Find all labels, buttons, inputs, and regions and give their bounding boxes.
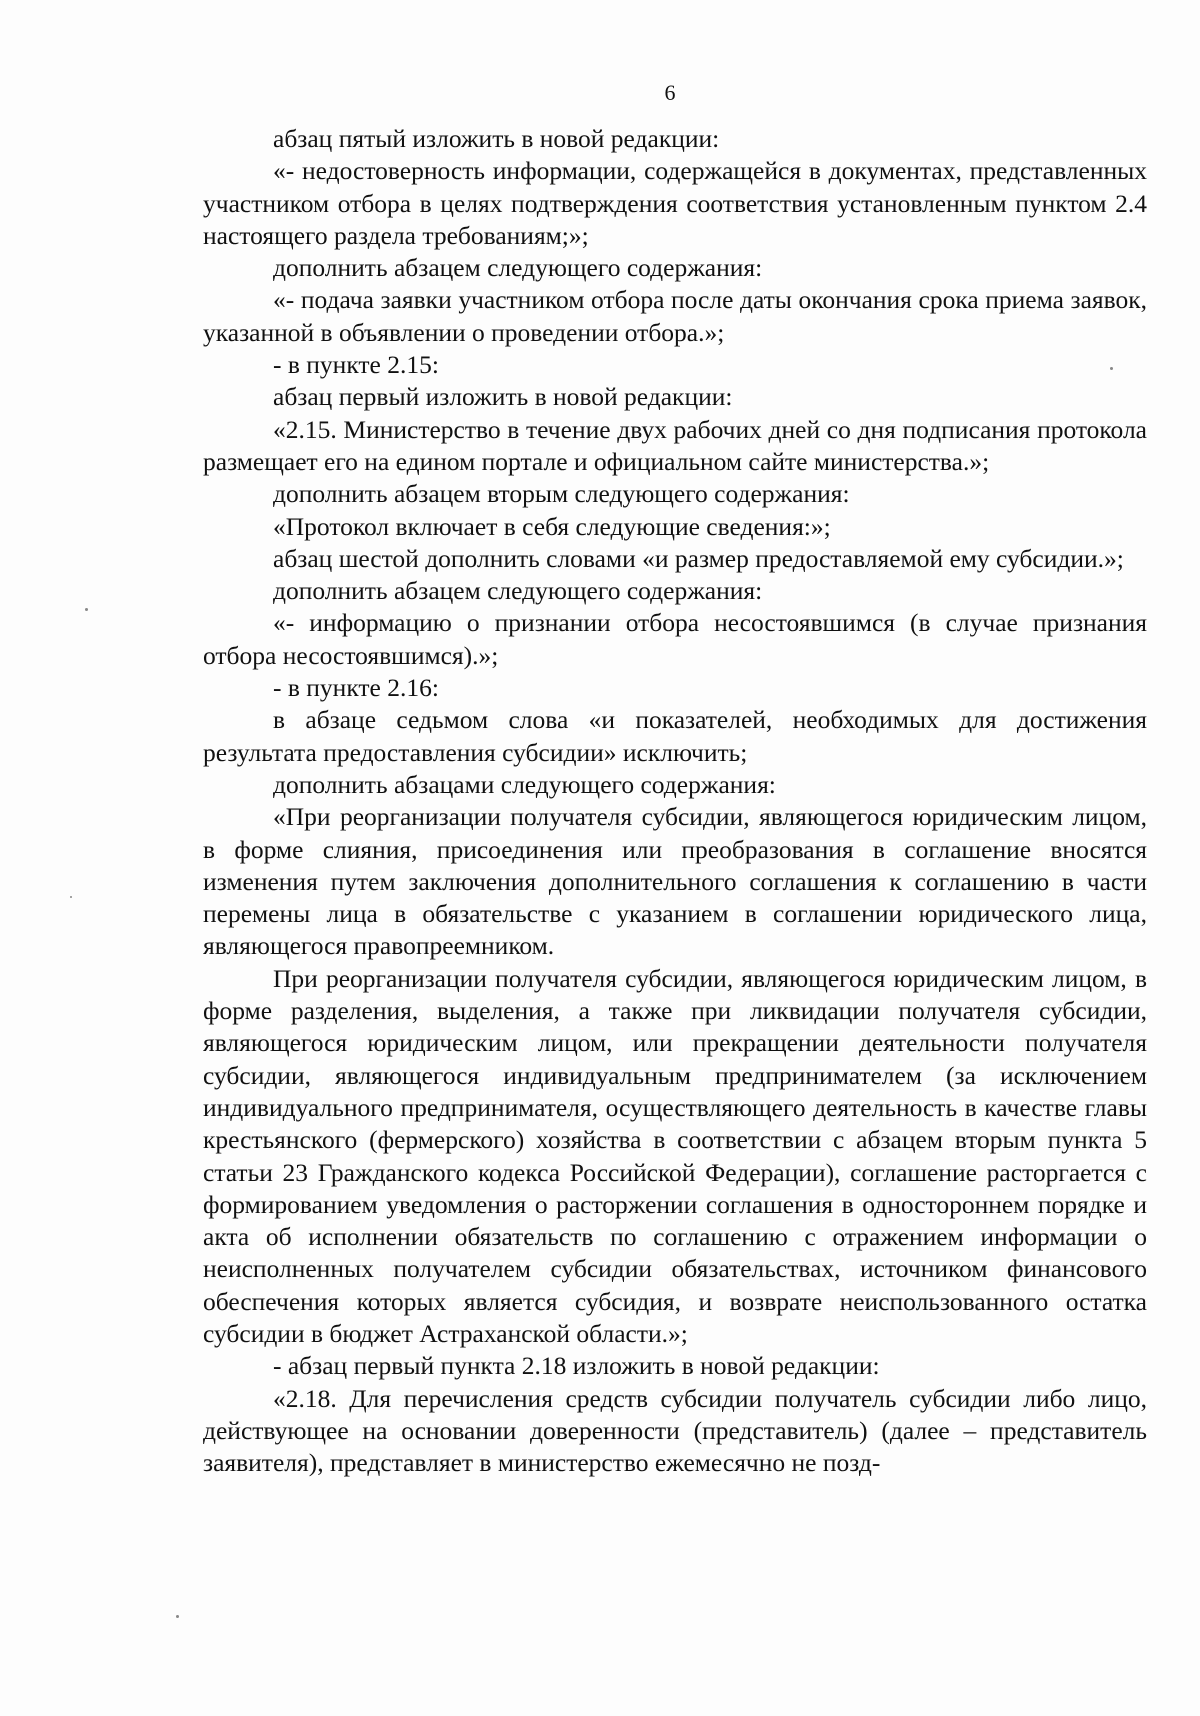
paragraph: дополнить абзацем вторым следующего содержания:	[273, 479, 850, 509]
paragraph: дополнить абзацами следующего содержания:	[273, 769, 776, 799]
paragraph: - абзац первый пункта 2.18 изложить в новой редакции:	[273, 1351, 880, 1381]
paragraph: «2.15. Министерство в течение двух рабочих дней со дня подписания протокола размещает его на едином портале и официальном сайте министерства.»;	[203, 414, 1147, 476]
paragraph: «- недостоверность информации, содержащейся в документах, представленных участником отбора в целях подтверждения соответствия установленным пунктом 2.4 настоящего раздела требованиям;»;	[203, 156, 1147, 250]
paragraph: «Протокол включает в себя следующие сведения:»;	[273, 511, 831, 541]
scan-speck	[1110, 367, 1113, 370]
scan-speck	[70, 896, 72, 898]
paragraph: «- подача заявки участником отбора после даты окончания срока приема заявок, указанной в объявлении о проведении отбора.»;	[203, 285, 1147, 347]
scan-speck	[176, 1615, 179, 1618]
paragraph: дополнить абзацем следующего содержания:	[273, 253, 763, 283]
page-number: 6	[664, 80, 676, 105]
paragraph: абзац первый изложить в новой редакции:	[273, 382, 733, 412]
paragraph: - в пункте 2.15:	[273, 350, 439, 380]
paragraph: - в пункте 2.16:	[273, 673, 439, 703]
scan-speck	[85, 608, 88, 611]
paragraph: абзац пятый изложить в новой редакции:	[273, 124, 720, 153]
paragraph: «При реорганизации получателя субсидии, являющегося юридическим лицом, в форме слияния, присоединения или преобразования в соглашение вносятся изменения путем заключения дополнительного соглашения к соглашению в части перемены лица в обязательстве с указанием в соглашении юридического лица, являющегося правопреемником.	[203, 802, 1147, 961]
document-body	[203, 123, 1147, 1479]
paragraph: в абзаце седьмом слова «и показателей, необходимых для достижения результата предоставления субсидии» исключить;	[203, 705, 1147, 767]
paragraph: «- информацию о признании отбора несостоявшимся (в случае признания отбора несостоявшимся).»;	[203, 608, 1147, 670]
paragraph: абзац шестой дополнить словами «и размер предоставляемой ему субсидии.»;	[273, 543, 1124, 573]
paragraph: «2.18. Для перечисления средств субсидии получатель субсидии либо лицо, действующее на основании доверенности (представитель) (далее – представитель заявителя), представляет в министерство ежемесячно не позд-	[203, 1383, 1147, 1478]
paragraph: При реорганизации получателя субсидии, являющегося юридическим лицом, в форме разделения, выделения, а также при ликвидации получателя субсидии, являющегося юридическим лицом, или прекращении деятельности получателя субсидии, являющегося индивидуальным предпринимателем (за исключением индивидуального предпринимателя, осуществляющего деятельность в качестве главы крестьянского (фермерского) хозяйства в соответствии с абзацем вторым пункта 5 статьи 23 Гражданского кодекса Российской Федерации), соглашение расторгается с формированием уведомления о расторжении соглашения в одностороннем порядке и акта об исполнении обязательств по соглашению с отражением информации о неисполненных получателем субсидии обязательствах, источником финансового обеспечения которых является субсидия, и возврате неиспользованного остатка субсидии в бюджет Астраханской области.»;	[203, 963, 1147, 1348]
paragraph: дополнить абзацем следующего содержания:	[273, 576, 763, 606]
